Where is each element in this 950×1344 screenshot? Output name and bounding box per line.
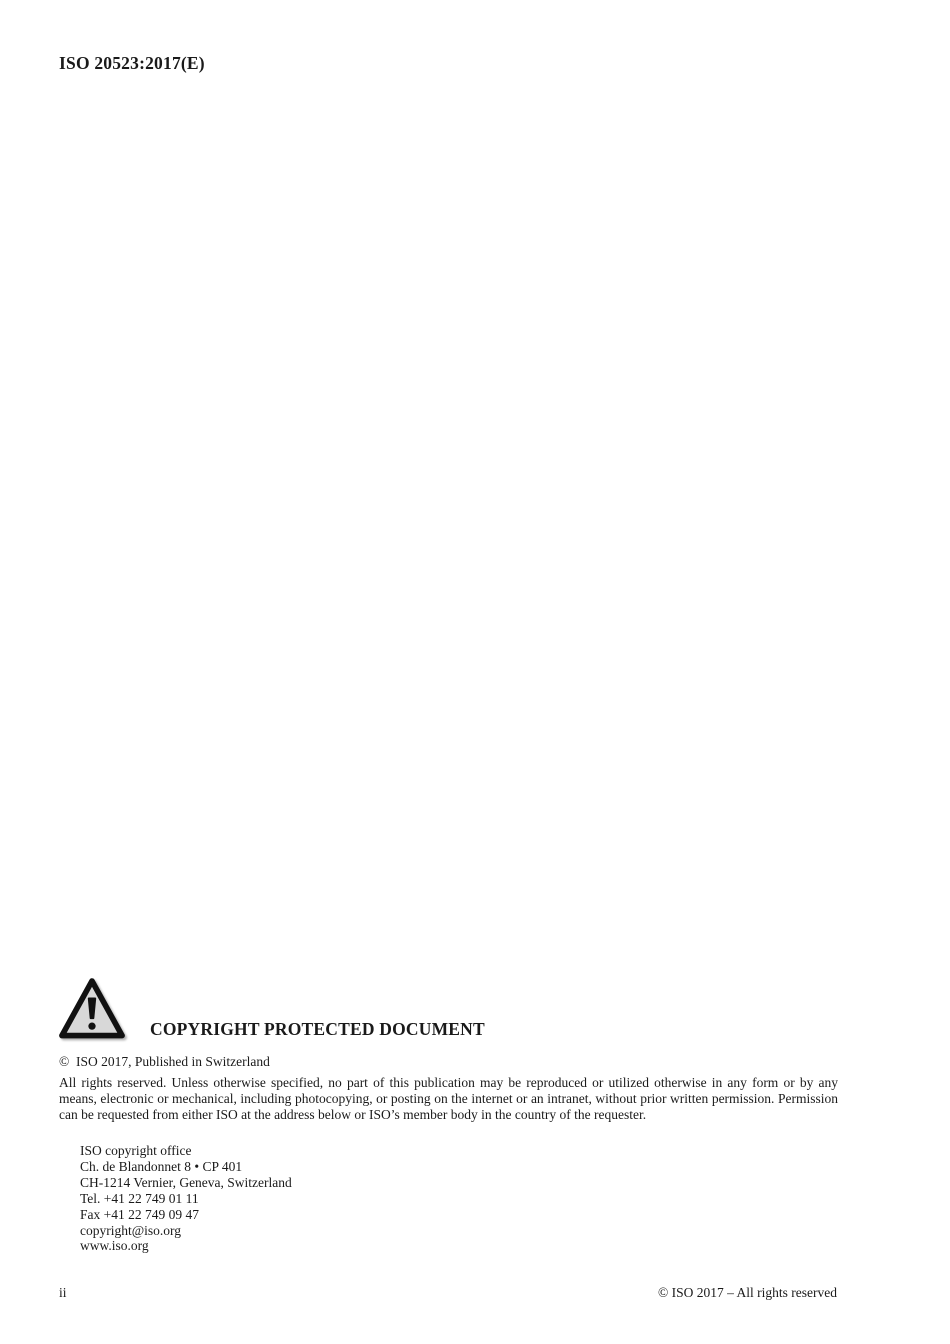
address-line: ISO copyright office [80,1143,192,1158]
address-line: Fax +41 22 749 09 47 [80,1206,199,1222]
address-line: CH-1214 Vernier, Geneva, Switzerland [80,1174,292,1190]
document-reference: ISO 20523:2017(E) [59,53,205,73]
iso-address-block [80,1143,292,1254]
address-line-website: www.iso.org [80,1238,149,1254]
rights-reserved-paragraph: All rights reserved. Unless otherwise specified, no part of this publication may be reproduced or utilized otherwise in any form or by any means, electronic or mechanical, including photocopying, or posting on the internet or an intranet, without prior written permission. Permission can be requested from either ISO at the address below or ISO’s member body in the country of the requester. [59,1075,838,1122]
address-line-email: copyright@iso.org [80,1222,182,1238]
address-line: Tel. +41 22 749 01 11 [80,1190,199,1206]
address-line: Ch. de Blandonnet 8 • CP 401 [80,1158,243,1174]
footer-copyright-notice: © ISO 2017 – All rights reserved [658,1285,837,1300]
page-number: ii [59,1285,67,1300]
copyright-protected-title: COPYRIGHT PROTECTED DOCUMENT [150,1019,485,1039]
warning-triangle-icon [57,976,127,1042]
publish-line: © ISO 2017, Published in Switzerland [59,1054,270,1069]
